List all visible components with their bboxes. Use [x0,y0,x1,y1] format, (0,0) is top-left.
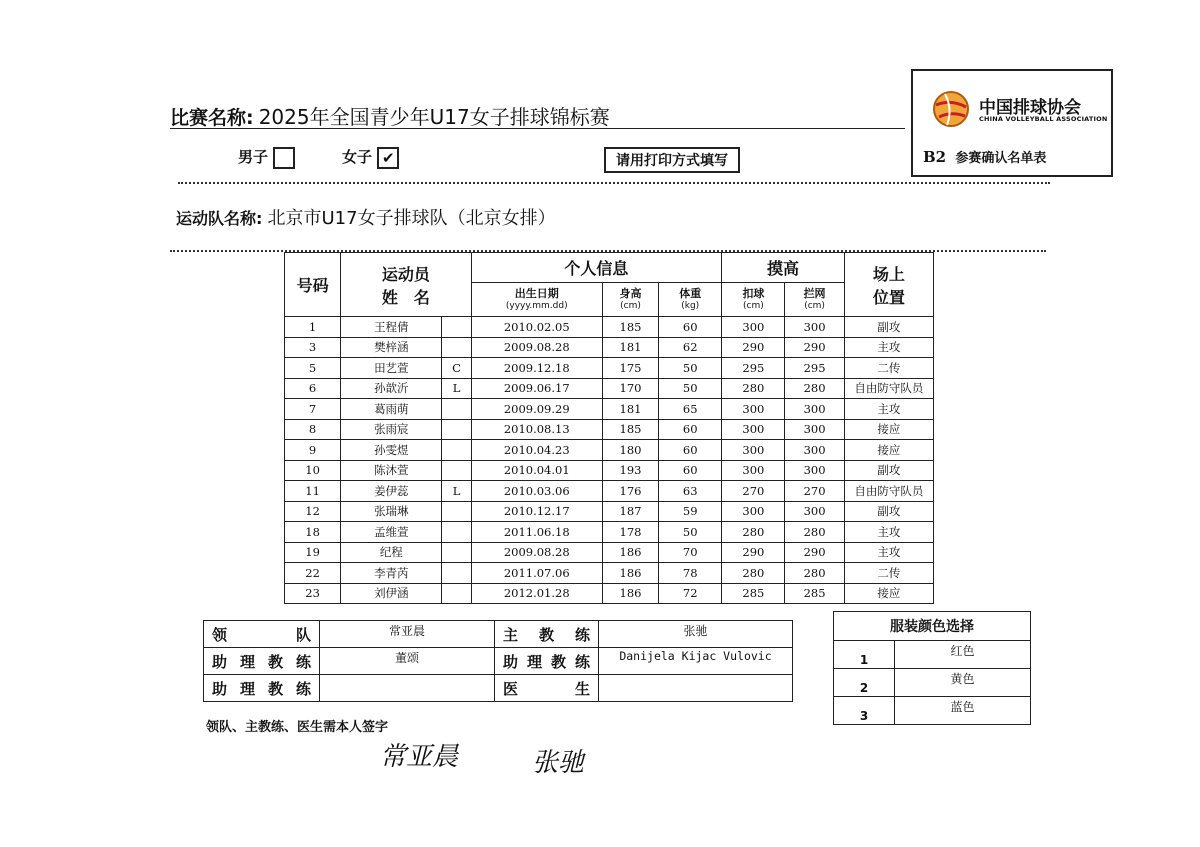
head-coach-label-char: 练 [574,625,590,644]
table-row [285,440,934,461]
cell-mark [442,440,471,461]
cell-height: 186 [602,542,658,563]
cell-block: 300 [785,460,844,481]
cell-weight: 78 [659,563,722,584]
cell-mark [442,542,471,563]
cell-pos: 主攻 [844,337,933,358]
cell-birth: 2009.09.29 [471,399,602,420]
cell-pos: 副攻 [844,501,933,522]
cell-birth: 2010.04.23 [471,440,602,461]
spike-header: 扣球 [742,286,765,300]
doctor-value [599,675,793,702]
cell-name: 孟维萱 [341,522,442,543]
cell-block: 300 [785,501,844,522]
cell-name: 张瑞琳 [341,501,442,522]
col-athlete [341,253,471,317]
cell-name: 纪程 [341,542,442,563]
leader-value: 常亚晨 [320,621,495,648]
form-name: 参赛确认名单表 [955,151,1047,166]
cell-name: 孙歆沂 [341,378,442,399]
female-checkbox[interactable]: ✔ [377,147,399,169]
color-value: 黄色 [895,669,1031,697]
col-weight [659,283,722,317]
cell-name: 田艺萱 [341,358,442,379]
roster-body [285,317,934,604]
title-underline [170,128,905,129]
cell-weight: 60 [659,317,722,338]
col-height [602,283,658,317]
cell-block: 285 [785,583,844,604]
cell-no: 9 [285,440,341,461]
cell-birth: 2010.12.17 [471,501,602,522]
cell-name: 姜伊蕊 [341,481,442,502]
cell-weight: 72 [659,583,722,604]
male-checkbox[interactable] [273,147,295,169]
col-birth [471,283,602,317]
assistant1-value: 董颂 [320,648,495,675]
cell-name: 孙雯煜 [341,440,442,461]
table-row [285,358,934,379]
cell-weight: 50 [659,522,722,543]
cell-block: 280 [785,378,844,399]
col-position [844,253,933,317]
color-value: 蓝色 [895,697,1031,725]
position-header-line2: 位置 [872,287,905,307]
cell-weight: 60 [659,440,722,461]
table-row [285,378,934,399]
cell-weight: 60 [659,460,722,481]
cell-pos: 自由防守队员 [844,378,933,399]
signature-coach: 张驰 [532,748,585,778]
assistant-label-char: 理 [239,652,255,671]
cell-no: 22 [285,563,341,584]
cell-birth: 2011.07.06 [471,563,602,584]
cell-block: 300 [785,419,844,440]
gender-male[interactable] [238,146,295,169]
cell-spike: 300 [722,399,785,420]
assistant-label-char: 助 [212,652,228,671]
cell-birth: 2009.12.18 [471,358,602,379]
cell-birth: 2009.08.28 [471,337,602,358]
cell-mark [442,419,471,440]
team-name: 北京市U17女子排球队（北京女排） [267,208,556,229]
athlete-header-line2: 姓 名 [381,287,430,307]
cell-no: 6 [285,378,341,399]
cell-weight: 62 [659,337,722,358]
cell-pos: 主攻 [844,542,933,563]
cell-birth: 2011.06.18 [471,522,602,543]
cell-name: 葛雨萌 [341,399,442,420]
cell-no: 18 [285,522,341,543]
cell-pos: 主攻 [844,522,933,543]
doctor-label-char: 医 [503,679,519,698]
cell-no: 12 [285,501,341,522]
assistant-label-char: 练 [295,679,311,698]
assistant-label-char: 助 [212,679,228,698]
col-spike [722,283,785,317]
table-row [285,563,934,584]
cell-pos: 副攻 [844,460,933,481]
cell-no: 23 [285,583,341,604]
block-header: 拦网 [803,286,826,300]
cell-mark: L [442,481,471,502]
cell-name: 张雨宸 [341,419,442,440]
cell-birth: 2012.01.28 [471,583,602,604]
competition-label: 比赛名称: [170,107,254,129]
team-line [176,204,556,230]
male-label: 男子 [238,148,269,166]
color-no: 2 [834,669,895,697]
cell-height: 181 [602,337,658,358]
cell-weight: 50 [659,378,722,399]
cell-mark [442,399,471,420]
cell-no: 5 [285,358,341,379]
female-label: 女子 [342,148,373,166]
signature-label: 领队、主教练、医生需本人签字 [206,720,389,735]
cell-mark [442,501,471,522]
col-reach: 摸高 [722,253,844,283]
assistant3-value [320,675,495,702]
cell-height: 185 [602,419,658,440]
table-row [285,337,934,358]
cell-mark [442,460,471,481]
cell-birth: 2010.03.06 [471,481,602,502]
cell-mark [442,522,471,543]
cell-no: 19 [285,542,341,563]
association-cn-name: 中国排球协会 [979,98,1081,118]
cell-spike: 280 [722,378,785,399]
table-row [285,317,934,338]
cell-name: 刘伊涵 [341,583,442,604]
cell-block: 290 [785,542,844,563]
head-coach-label-char: 主 [503,625,519,644]
birth-unit: (yyyy.mm.dd) [505,300,568,311]
cell-no: 11 [285,481,341,502]
divider-top [178,182,1050,184]
cell-no: 10 [285,460,341,481]
cell-weight: 70 [659,542,722,563]
cell-weight: 60 [659,419,722,440]
cell-birth: 2010.02.05 [471,317,602,338]
assistant2-value: Danijela Kijac Vulovic [599,648,793,675]
cell-name: 李青芮 [341,563,442,584]
table-row [285,399,934,420]
cell-spike: 300 [722,419,785,440]
cell-name: 陈沐萱 [341,460,442,481]
cell-mark [442,337,471,358]
col-number: 号码 [285,253,341,317]
table-row [285,583,934,604]
cell-height: 180 [602,440,658,461]
cell-block: 290 [785,337,844,358]
head-coach-label [496,624,597,645]
weight-header: 体重 [679,286,702,300]
cell-no: 8 [285,419,341,440]
form-code: B2 [923,148,947,166]
head-coach-label-char: 教 [538,625,554,644]
association-logo-box [911,69,1113,177]
cell-block: 300 [785,317,844,338]
cell-height: 187 [602,501,658,522]
cell-block: 295 [785,358,844,379]
cell-no: 3 [285,337,341,358]
cell-mark [442,563,471,584]
assistant-label-char: 教 [267,679,283,698]
assistant-label-char: 理 [239,679,255,698]
cell-height: 193 [602,460,658,481]
height-header: 身高 [619,286,642,300]
assistant-label-char: 练 [295,652,311,671]
cell-mark: L [442,378,471,399]
association-en-name: CHINA VOLLEYBALL ASSOCIATION [979,115,1108,123]
color-no: 3 [834,697,895,725]
cell-spike: 300 [722,501,785,522]
cell-height: 185 [602,317,658,338]
cell-spike: 280 [722,522,785,543]
cell-spike: 290 [722,337,785,358]
cell-block: 300 [785,440,844,461]
cell-pos: 自由防守队员 [844,481,933,502]
assistant-label-char: 练 [574,652,590,671]
cell-height: 175 [602,358,658,379]
cell-pos: 接应 [844,440,933,461]
assistant-label-char: 助 [503,652,519,671]
block-unit: (cm) [804,300,825,311]
doctor-label [496,678,597,699]
cell-birth: 2009.06.17 [471,378,602,399]
cell-height: 178 [602,522,658,543]
leader-label [205,624,318,645]
assistant-label-char: 教 [550,652,566,671]
cell-name: 樊梓涵 [341,337,442,358]
roster-table [284,252,934,604]
cell-block: 270 [785,481,844,502]
team-label: 运动队名称: [176,209,263,228]
cell-spike: 300 [722,460,785,481]
cell-pos: 二传 [844,563,933,584]
cell-birth: 2010.08.13 [471,419,602,440]
cell-spike: 285 [722,583,785,604]
color-value: 红色 [895,641,1031,669]
cell-height: 186 [602,583,658,604]
assistant-label-right [496,651,597,672]
doctor-label-char: 生 [574,679,590,698]
cell-no: 7 [285,399,341,420]
cell-mark [442,583,471,604]
head-coach-value: 张驰 [599,621,793,648]
form-title [923,147,1046,166]
cell-weight: 63 [659,481,722,502]
table-row [285,542,934,563]
table-row [285,522,934,543]
cell-block: 300 [785,399,844,420]
weight-unit: (kg) [681,300,700,311]
competition-name: 2025年全国青少年U17女子排球锦标赛 [258,105,610,129]
gender-female[interactable] [342,146,399,169]
cell-block: 280 [785,522,844,543]
cell-name: 王程倩 [341,317,442,338]
athlete-header-line1: 运动员 [381,264,430,284]
assistant-label-2 [205,678,318,699]
cell-weight: 59 [659,501,722,522]
cell-birth: 2010.04.01 [471,460,602,481]
cell-no: 1 [285,317,341,338]
cell-height: 181 [602,399,658,420]
leader-label-char: 队 [295,625,311,644]
volleyball-logo-icon [931,89,971,129]
cell-spike: 270 [722,481,785,502]
cell-birth: 2009.08.28 [471,542,602,563]
cell-block: 280 [785,563,844,584]
cell-height: 176 [602,481,658,502]
print-note: 请用打印方式填写 [604,147,740,173]
col-personal-info: 个人信息 [471,253,722,283]
assistant-label-char: 理 [526,652,542,671]
cell-pos: 二传 [844,358,933,379]
height-unit: (cm) [620,300,641,311]
signature-leader: 常亚晨 [380,742,459,772]
position-header-line1: 场上 [872,264,905,284]
cell-spike: 300 [722,440,785,461]
cell-pos: 副攻 [844,317,933,338]
cell-pos: 接应 [844,419,933,440]
spike-unit: (cm) [743,300,764,311]
cell-spike: 300 [722,317,785,338]
cell-weight: 50 [659,358,722,379]
assistant-label [205,651,318,672]
table-row [285,501,934,522]
cell-height: 186 [602,563,658,584]
cell-height: 170 [602,378,658,399]
cell-pos: 主攻 [844,399,933,420]
leader-label-char: 领 [212,625,228,644]
competition-title [170,101,610,130]
table-row [285,481,934,502]
color-no: 1 [834,641,895,669]
birth-header: 出生日期 [514,286,559,300]
cell-spike: 290 [722,542,785,563]
cell-mark [442,317,471,338]
uniform-color-table [833,611,1031,725]
cell-spike: 280 [722,563,785,584]
staff-table [203,620,793,702]
table-row [285,460,934,481]
uniform-color-title: 服装颜色选择 [834,612,1031,641]
cell-pos: 接应 [844,583,933,604]
cell-spike: 295 [722,358,785,379]
cell-mark: C [442,358,471,379]
col-block [785,283,844,317]
table-row [285,419,934,440]
assistant-label-char: 教 [267,652,283,671]
cell-weight: 65 [659,399,722,420]
